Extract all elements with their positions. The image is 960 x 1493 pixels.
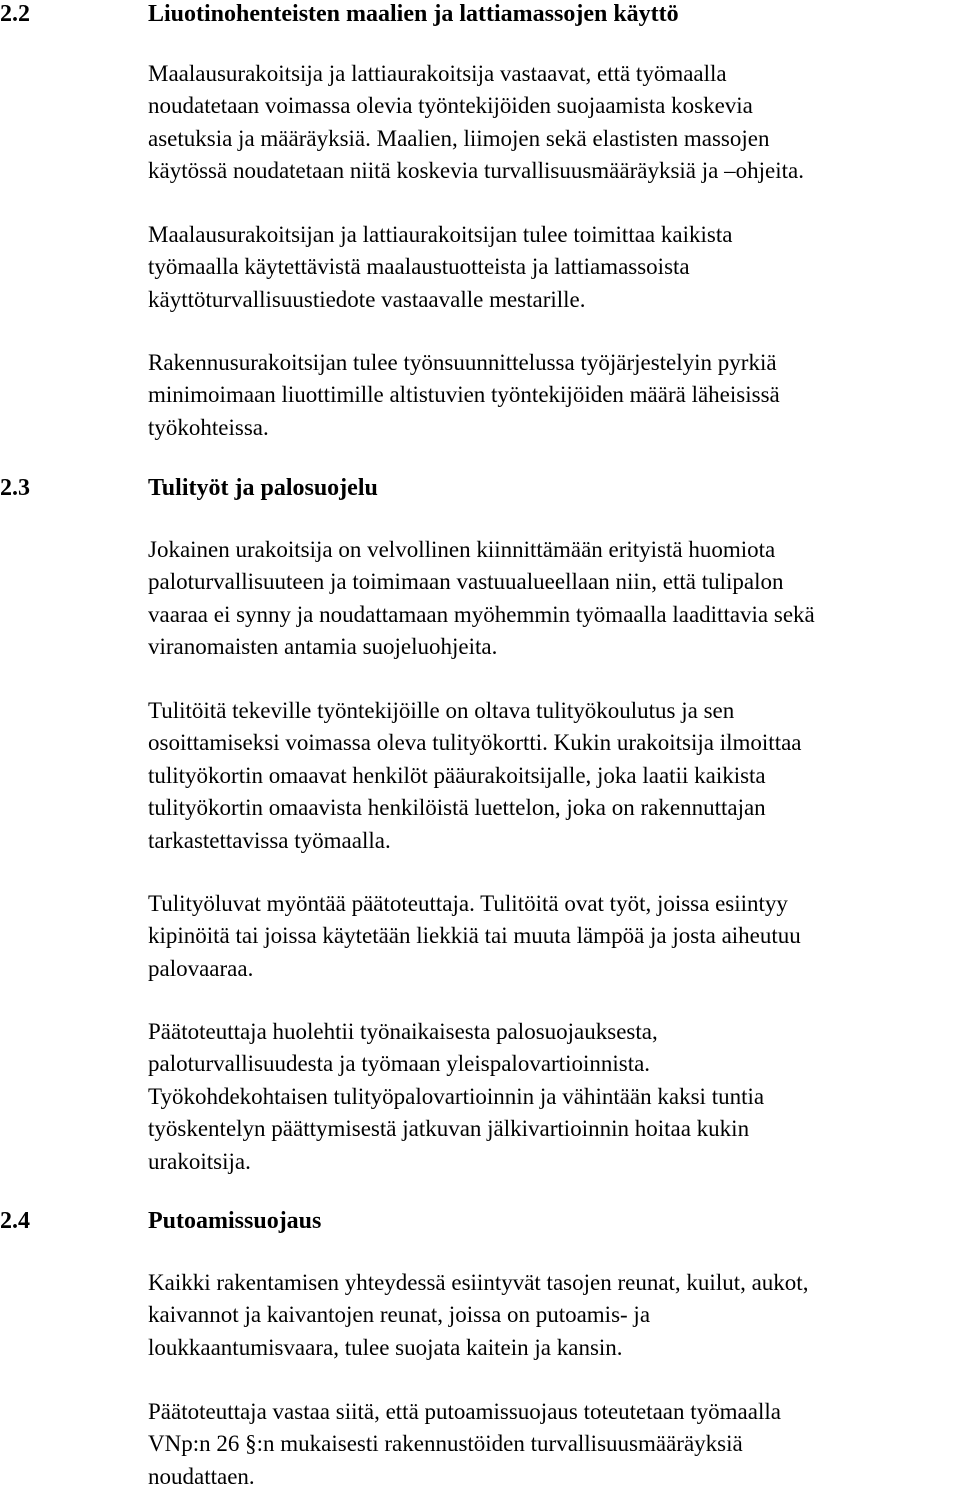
text-line: paloturvallisuuteen ja toimimaan vastuualueellaan niin, että tulipalon [148, 569, 784, 595]
text-line: Maalausurakoitsija ja lattiaurakoitsija vastaavat, että työmaalla [148, 61, 727, 86]
text-line: Kaikki rakentamisen yhteydessä esiintyvät tasojen reunat, kuilut, aukot, [148, 1270, 809, 1295]
paragraph [148, 58, 960, 188]
text-line: urakoitsija. [148, 1148, 251, 1174]
section-title: Tulityöt ja palosuojelu [148, 475, 378, 501]
text-line: tarkastettavissa työmaalla. [148, 827, 391, 853]
section-number: 2.3 [0, 475, 30, 501]
text-line: tulityökortin omaavat henkilöt pääurakoitsijalle, joka laatii kaikista [148, 762, 766, 788]
section-title: Putoamissuojaus [148, 1208, 322, 1234]
text-line: Tulityöluvat myöntää päätoteuttaja. Tulitöitä ovat työt, joissa esiintyy [148, 891, 788, 916]
text-line: loukkaantumisvaara, tulee suojata kaitein ja kansin. [148, 1334, 623, 1360]
text-line: tulityökortin omaavista henkilöistä luettelon, joka on rakennuttajan [148, 795, 766, 821]
section-number: 2.4 [0, 1208, 30, 1234]
text-line: noudattaen. [148, 1463, 255, 1489]
text-line: VNp:n 26 §:n mukaisesti rakennustöiden turvallisuusmääräyksiä [148, 1431, 743, 1457]
text-line: Tulitöitä tekeville työntekijöille on oltava tulityökoulutus ja sen [148, 698, 735, 723]
section-number: 2.2 [0, 1, 30, 27]
text-line: työskentelyn päättymisestä jatkuvan jälkivartioinnin hoitaa kukin [148, 1116, 750, 1142]
text-line: Päätoteuttaja huolehtii työnaikaisesta palosuojauksesta, [148, 1019, 658, 1044]
section-title: Liuotinohenteisten maalien ja lattiamassojen käyttö [148, 1, 679, 27]
text-line: Päätoteuttaja vastaa siitä, että putoamissuojaus toteutetaan työmaalla [148, 1399, 781, 1424]
text-line: palovaaraa. [148, 955, 254, 981]
paragraph [148, 695, 960, 857]
paragraph [148, 888, 960, 985]
text-line: kaivannot ja kaivantojen reunat, joissa on putoamis- ja [148, 1302, 651, 1328]
paragraph [148, 219, 960, 316]
text-line: minimoimaan liuottimille altistuvien työntekijöiden määrä läheisissä [148, 382, 780, 408]
text-line: käytössä noudatetaan niitä koskevia turvallisuusmääräyksiä ja –ohjeita. [148, 158, 804, 184]
paragraph [148, 347, 960, 444]
text-line: työkohteissa. [148, 414, 269, 440]
paragraph [148, 534, 960, 664]
text-line: Työkohdekohtaisen tulityöpalovartioinnin ja vähintään kaksi tuntia [148, 1083, 765, 1109]
text-line: Maalausurakoitsijan ja lattiaurakoitsijan tulee toimittaa kaikista [148, 222, 733, 247]
text-line: osoittamiseksi voimassa oleva tulityökortti. Kukin urakoitsija ilmoittaa [148, 730, 802, 756]
text-line: paloturvallisuudesta ja työmaan yleispalovartioinnista. [148, 1051, 651, 1077]
text-line: käyttöturvallisuustiedote vastaavalle mestarille. [148, 286, 586, 312]
text-line: vaaraa ei synny ja noudattamaan myöhemmin työmaalla laadittavia sekä [148, 601, 815, 627]
text-line: viranomaisten antamia suojeluohjeita. [148, 634, 498, 660]
paragraph [148, 1396, 960, 1493]
text-line: Jokainen urakoitsija on velvollinen kiinnittämään erityistä huomiota [148, 537, 776, 562]
paragraph [148, 1016, 960, 1178]
paragraph [148, 1267, 960, 1364]
text-line: työmaalla käytettävistä maalaustuotteista ja lattiamassoista [148, 254, 690, 280]
text-line: asetuksia ja määräyksiä. Maalien, liimojen sekä elastisten massojen [148, 125, 770, 151]
text-line: noudatetaan voimassa olevia työntekijöiden suojaamista koskevia [148, 93, 753, 119]
text-line: Rakennusurakoitsijan tulee työnsuunnittelussa työjärjestelyin pyrkiä [148, 350, 777, 375]
text-line: kipinöitä tai joissa käytetään liekkiä tai muuta lämpöä ja josta aiheutuu [148, 923, 801, 949]
